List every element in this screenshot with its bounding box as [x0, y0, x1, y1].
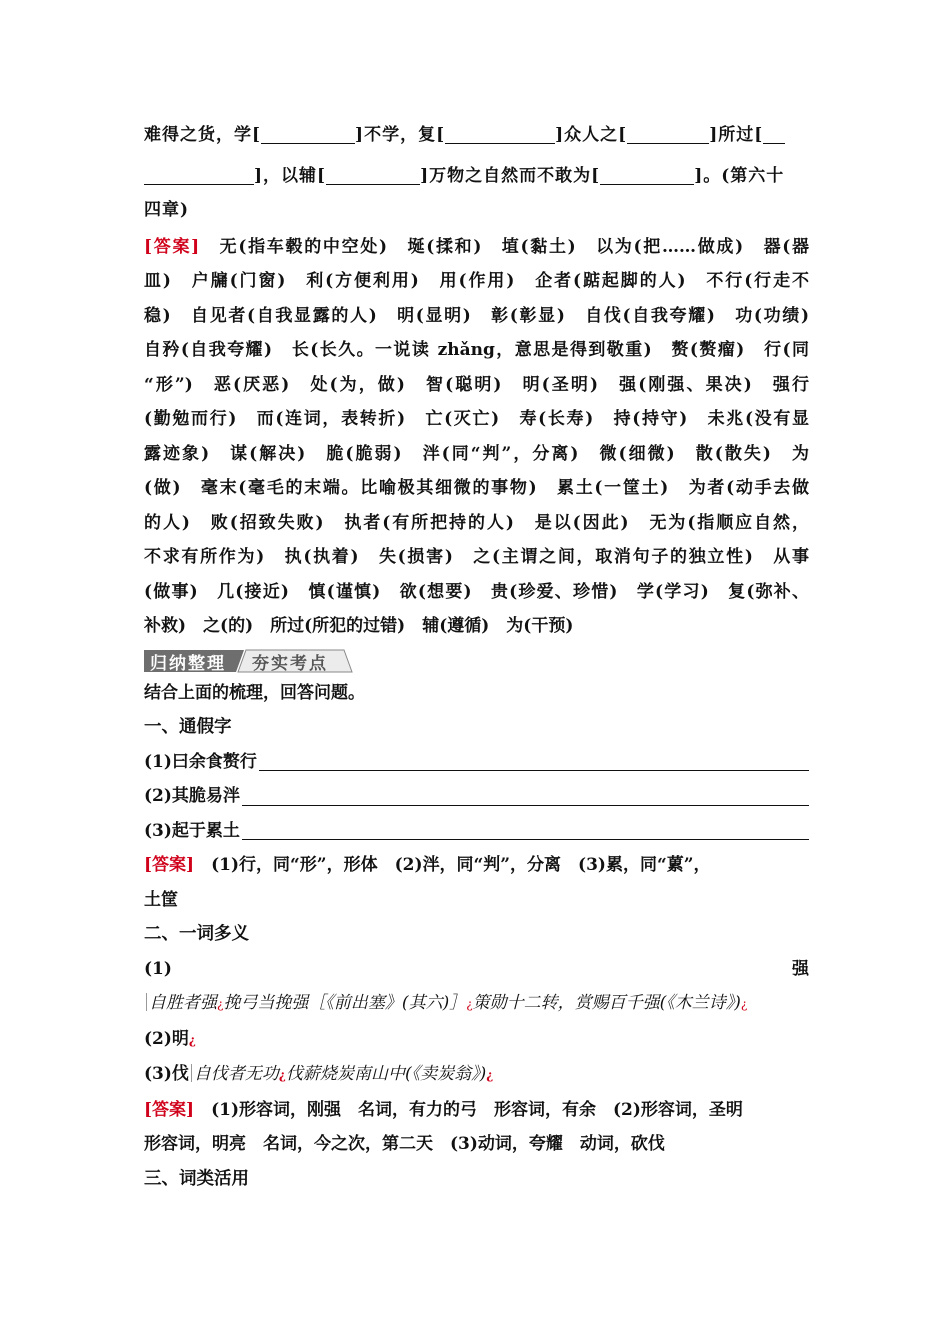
blank-1[interactable]: [261, 121, 355, 144]
answer-line-8: (做) 毫末(毫毛的末端。比喻极其细微的事物) 累土(一筐土) 为者(动手去做: [144, 478, 809, 498]
question-number: (1): [144, 958, 172, 979]
example-3: 策勋十二转，赏赐百千强(《木兰诗》): [472, 993, 741, 1013]
answer-label: [答案]: [144, 1099, 195, 1120]
passage-line-3: 四章): [144, 200, 190, 220]
answer-text: (1)形容词，刚强 名词，有力的弓 形容词，有余 (2)形容词，圣明: [211, 1099, 743, 1120]
blank-4a[interactable]: [763, 121, 785, 144]
example-1: 自伐者无功: [193, 1064, 279, 1084]
passage-text: 难得之货，学[: [144, 125, 262, 145]
section-banner: [144, 648, 809, 674]
question-text: (3)起于累土: [144, 820, 240, 841]
answer-line-6: (勤勉而行) 而(连词，表转折) 亡(灭亡) 寿(长寿) 持(持守) 未兆(没有显: [144, 409, 809, 429]
answer-line-11: (做事) 几(接近) 慎(谨慎) 欲(想要) 贵(珍爱、珍惜) 学(学习) 复(弥补、: [144, 581, 809, 602]
section-3-title: 三、词类活用: [144, 1168, 249, 1189]
answer-label: [答案]: [144, 236, 200, 257]
banner-right-text: 夯实考点: [252, 653, 328, 674]
question-1-1: [144, 745, 809, 780]
answer-text: (1)行，同“形”，形体 (2)泮，同“判”，分离 (3)累，同“蔂”，: [211, 855, 711, 875]
question-text: (2)其脆易泮: [144, 786, 240, 806]
answer-line-7: 露迹象) 谋(解决) 脆(脆弱) 泮(同“判”，分离) 微(细微) 散(散失) 为: [144, 443, 809, 464]
blank-2[interactable]: [445, 121, 555, 144]
question-text: (3)伐: [144, 1064, 189, 1084]
passage-line-1: [144, 118, 809, 153]
question-2-1: [144, 952, 809, 987]
section-2-title: 二、一词多义: [144, 924, 249, 944]
question-1-2: [144, 779, 809, 814]
answer-label: [答案]: [144, 855, 195, 875]
passage-text: ]，以辅[: [254, 165, 327, 186]
answer-line-2: 皿) 户牖(门窗) 利(方便利用) 用(作用) 企者(踮起脚的人) 不行(行走不: [144, 271, 809, 291]
answer-line-12: 补救) 之(的) 所过(所犯的过错) 辅(遵循) 为(干预): [144, 616, 574, 636]
section-2-answer-2: 形容词，明亮 名词，今之次，第二天 (3)动词，夸耀 动词，砍伐: [144, 1134, 665, 1154]
passage-text: ]众人之[: [555, 125, 628, 145]
answer-blank[interactable]: [242, 839, 809, 840]
example-2: 挽弓当挽强［《前出塞》(其六)］: [223, 993, 467, 1013]
section-1-answer-1: [144, 848, 809, 883]
answer-blank[interactable]: [242, 805, 809, 806]
answer-blank[interactable]: [259, 770, 809, 771]
blank-5[interactable]: [326, 162, 420, 185]
answer-text: 无(指车毂的中空处) 埏(揉和) 埴(黏土) 以为(把……做成) 器(器: [219, 236, 810, 257]
answer-line-9: 的人) 败(招致失败) 执者(有所把持的人) 是以(因此) 无为(指顺应自然，: [144, 512, 809, 533]
answer-line-10: 不求有所作为) 执(执着) 失(损害) 之(主谓之间，取消句子的独立性) 从事: [144, 547, 809, 567]
question-text: (2)明: [144, 1028, 189, 1049]
banner-left-text: 归纳整理: [150, 653, 226, 674]
example-1: 自胜者强: [149, 993, 217, 1013]
answer-line-3: 稳) 自见者(自我显露的人) 明(显明) 彰(彰显) 自伐(自我夸耀) 功(功绩): [144, 305, 809, 326]
question-text: (1)曰余食赘行: [144, 751, 257, 772]
passage-text: ]所过[: [709, 125, 764, 145]
document-body: [144, 118, 809, 1196]
section-1-answer-2: 土筐: [144, 889, 178, 910]
blank-4b[interactable]: [144, 162, 254, 185]
question-2-3: (3)伐 自伐者无功¿伐薪烧炭南山中(《卖炭翁》)¿: [144, 1064, 494, 1084]
blank-6[interactable]: [600, 162, 694, 185]
question-2-2: (2)明¿: [144, 1028, 196, 1049]
example-2: 伐薪烧炭南山中(《卖炭翁》): [285, 1064, 487, 1084]
passage-text: ]。(第六十: [694, 165, 785, 186]
passage-text: ]不学，复[: [355, 125, 446, 145]
section-2-answer-1: [144, 1093, 809, 1128]
answer-line-5: “形”) 恶(厌恶) 处(为，做) 智(聪明) 明(圣明) 强(刚强、果决) 强行: [144, 374, 809, 395]
intro-text: 结合上面的梳理，回答问题。: [144, 682, 365, 703]
section-1-title: 一、通假字: [144, 717, 232, 737]
answer-line-1: [144, 230, 809, 265]
question-2-1-examples: 自胜者强¿挽弓当挽强［《前出塞》(其六)］¿策勋十二转，赏赐百千强(《木兰诗》)¿: [144, 986, 809, 1022]
passage-line-2: [144, 159, 809, 194]
answer-line-4: 自矜(自我夸耀) 长(长久。一说读 zhǎng，意思是得到敬重) 赘(赘瘤) 行(同: [144, 340, 809, 360]
question-word: 强: [792, 958, 809, 979]
question-1-3: [144, 814, 809, 849]
passage-text: ]万物之自然而不敢为[: [420, 165, 601, 186]
blank-3[interactable]: [627, 121, 709, 144]
